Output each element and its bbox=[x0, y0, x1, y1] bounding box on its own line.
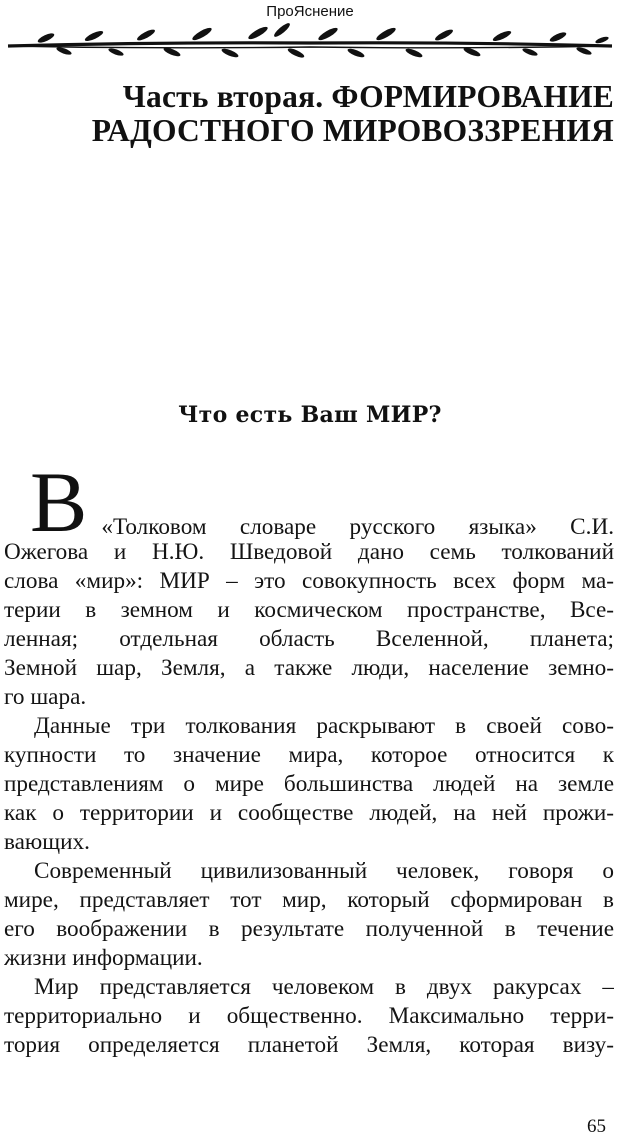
body-text bbox=[4, 454, 614, 1060]
running-head: ПроЯснение bbox=[266, 3, 354, 20]
text-line: мире, представляет тот мир, который сформирован в bbox=[4, 887, 614, 913]
text-line: Мир представляется человеком в двух ракурсах – bbox=[34, 974, 614, 1000]
text-line: Современный цивилизованный человек, говоря о bbox=[34, 858, 614, 884]
text-line: вающих. bbox=[4, 829, 90, 855]
page-number: 65 bbox=[587, 1116, 606, 1137]
text-line: Ожегова и Н.Ю. Шведовой дано семь толкований bbox=[4, 539, 614, 565]
first-line bbox=[4, 454, 614, 550]
section-title: Что есть Ваш МИР? bbox=[178, 402, 442, 428]
drop-cap: В bbox=[30, 454, 88, 550]
text-line: слова «мир»: МИР – это совокупность всех форм ма- bbox=[4, 568, 614, 594]
part-title-line-2: РАДОСТНОГО МИРОВОЗЗРЕНИЯ bbox=[91, 113, 614, 148]
text-line: го шара. bbox=[4, 684, 87, 710]
text-line: как о территории и сообществе людей, на ней прожи- bbox=[4, 800, 614, 826]
text-line: представлениям о мире большинства людей на земле bbox=[4, 771, 614, 797]
part-title bbox=[14, 80, 614, 148]
text-line: территориально и общественно. Максимально терри- bbox=[4, 1003, 614, 1029]
text-line: Земной шар, Земля, а также люди, население земно- bbox=[4, 655, 614, 681]
text-line: ленная; отдельная область Вселенной, планета; bbox=[4, 626, 614, 652]
text-line: Данные три толкования раскрывают в своей сово- bbox=[34, 713, 614, 739]
text-line: тория определяется планетой Земля, которая визу- bbox=[4, 1032, 614, 1058]
text-line: жизни информации. bbox=[4, 945, 203, 971]
text-line: терии в земном и космическом пространстве, Все- bbox=[4, 597, 614, 623]
text-line: «Толковом словаре русского языка» С.И. bbox=[101, 514, 614, 540]
part-title-line-1: Часть вторая. ФОРМИРОВАНИЕ bbox=[122, 79, 614, 114]
text-line: его воображении в результате полученной в течение bbox=[4, 916, 614, 942]
text-line: купности то значение мира, которое относится к bbox=[4, 742, 614, 768]
laurel-vine-divider-icon bbox=[6, 22, 614, 62]
